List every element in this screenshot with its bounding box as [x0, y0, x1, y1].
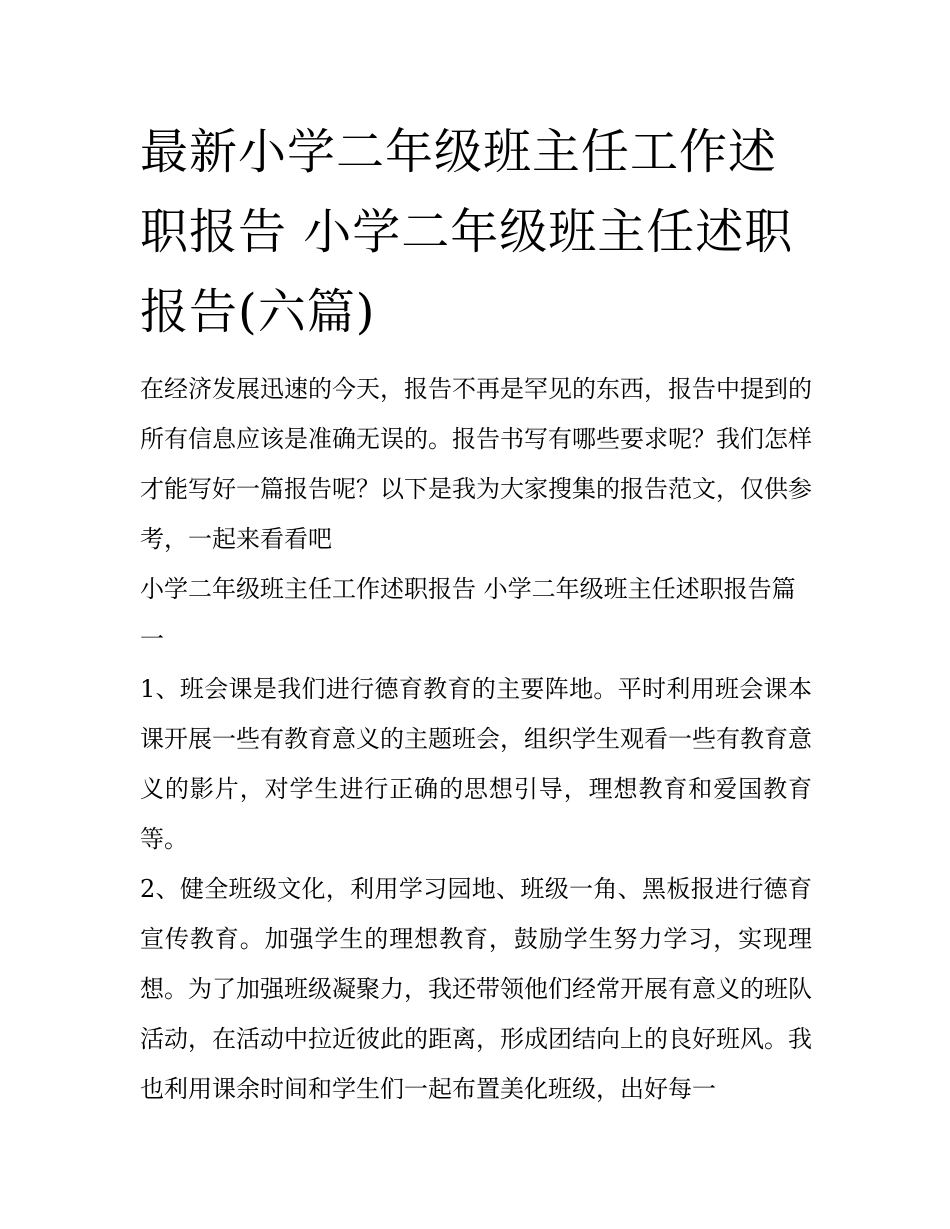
- body-paragraph-1: 1、班会课是我们进行德育教育的主要阵地。平时利用班会课本课开展一些有教育意义的主题班会，组织学生观看一些有教育意义的影片，对学生进行正确的思想引导，理想教育和爱国教育等。: [140, 675, 812, 853]
- document-page: [140, 112, 812, 1114]
- body-paragraph-2: 2、健全班级文化，利用学习园地、班级一角、黑板报进行德育宣传教育。加强学生的理想教育，鼓励学生努力学习，实现理想。为了加强班级凝聚力，我还带领他们经常开展有意义的班队活动，在活动中拉近彼此的距离，形成团结向上的良好班风。我也利用课余时间和学生们一起布置美化班级，出好每一: [140, 875, 812, 1103]
- intro-paragraph: 在经济发展迅速的今天，报告不再是罕见的东西，报告中提到的所有信息应该是准确无误的。报告书写有哪些要求呢？我们怎样才能写好一篇报告呢？以下是我为大家搜集的报告范文，仅供参考，一起来看看吧: [140, 375, 812, 553]
- section-heading: 小学二年级班主任工作述职报告 小学二年级班主任述职报告篇一: [140, 575, 796, 653]
- document-title: 最新小学二年级班主任工作述职报告 小学二年级班主任述职报告(六篇): [140, 124, 794, 340]
